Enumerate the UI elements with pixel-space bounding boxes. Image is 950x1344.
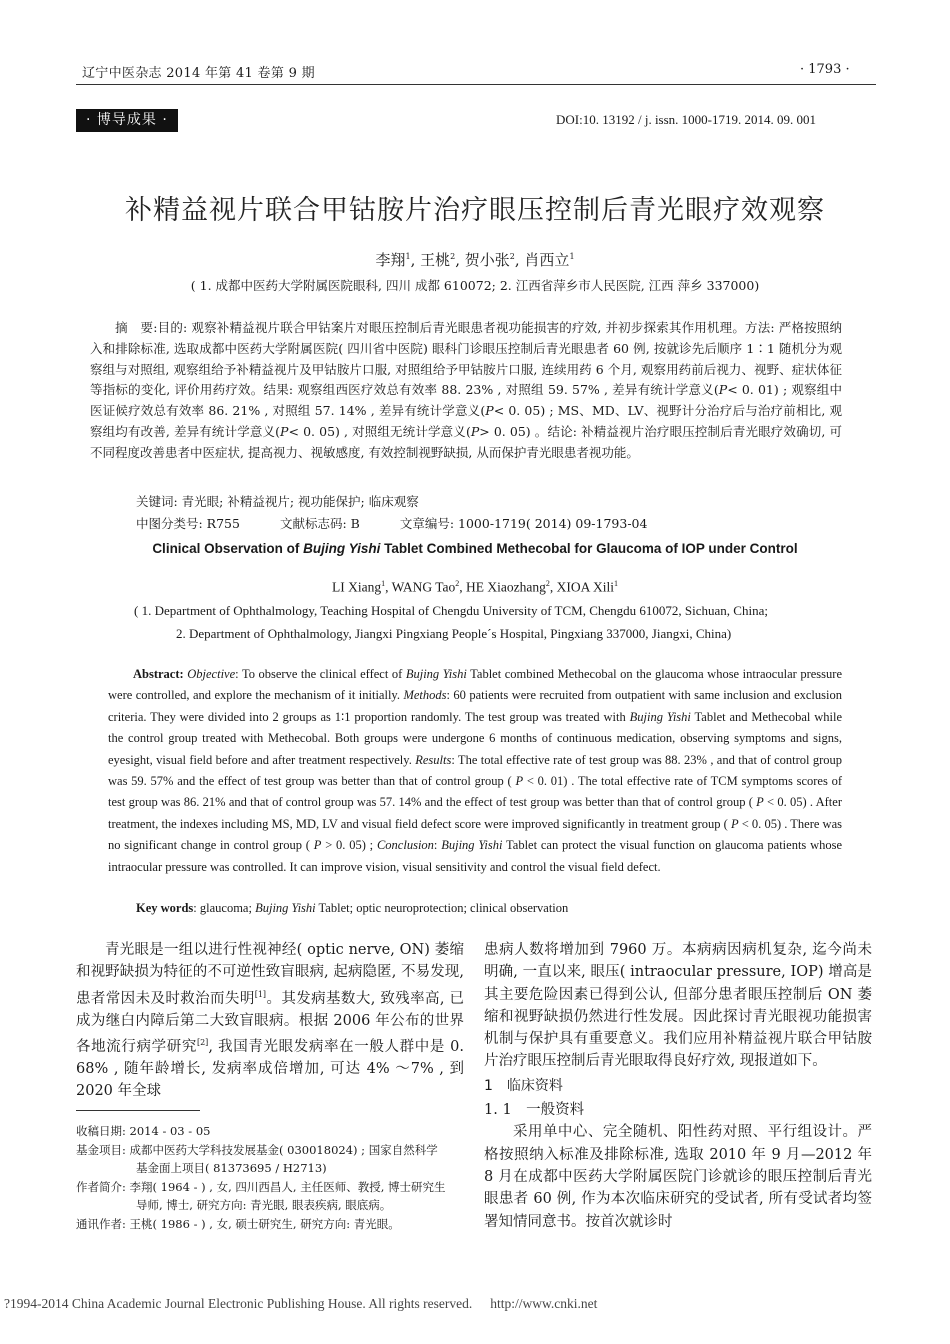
abstract-en-text: < 0. 01) . The total effective rate of TCM symptoms scores of test group was 86. 21% and that of control group was 57. 14% and the effect of test group was better than that of control group ( xyxy=(108,774,843,810)
title-en-part: Tablet Combined Methecobal for Glaucoma of IOP under Control xyxy=(384,541,798,556)
footnote-funding: 基金项目: 成都中医药大学科技发展基金( 030018024) ; 国家自然科学 xyxy=(76,1142,438,1157)
author-name: 王桃 xyxy=(420,251,451,269)
affiliation-en-line-2: 2. Department of Ophthalmology, Jiangxi Pingxiang People´s Hospital, Pingxiang 337000, Jiangxi, China) xyxy=(176,626,732,641)
keywords-en-text: Tablet; optic neuroprotection; clinical observation xyxy=(318,901,569,915)
abstract-en-text: : xyxy=(433,838,438,853)
body-text: 。其发病基数大, 致残率高, 已成为继白内障后第二大致盲眼病。根据 2006 年公布的世界各地流行病学研究 xyxy=(76,990,465,1055)
authors-en: LI Xiang$^1$, WANG Tao$^2$, HE Xiaozhang$^2$, XIOA Xili$^1$ xyxy=(331,579,619,595)
author-name: 贺小张 xyxy=(464,251,510,269)
author-name: HE Xiaozhang xyxy=(466,579,546,595)
abstract-en-text: Tablet combined Methecobal on the glaucoma whose intraocular pressure were controlled, and explore the mechanism of it initially. xyxy=(108,667,842,703)
author-superscript: 2 xyxy=(450,252,456,261)
affiliation-en-line-1: ( 1. Department of Ophthalmology, Teaching Hospital of Chengdu University of TCM, Chengdu 610072, Sichuan, China; xyxy=(134,603,768,618)
p-value-symbol: P xyxy=(730,816,739,831)
footnote-corresponding-author: 通讯作者: 王桃( 1986 - ) , 女, 硕士研究生, 研究方向: 青光眼。 xyxy=(76,1216,400,1231)
abstract-en-text: Tablet and Methecobal while the control group treated with Methecobal. Both groups were undergone 6 months of continuous medication, observing symptoms and signs, eyesight, visual field before and after treatment respectively. xyxy=(108,709,842,767)
author-name: 李翔 xyxy=(375,251,406,269)
footnote-received-date: 收稿日期: 2014 - 03 - 05 xyxy=(76,1124,211,1138)
p-value-symbol: P xyxy=(756,795,764,810)
abstract-en-label: Abstract: xyxy=(133,667,184,681)
keywords-en-label: Key words xyxy=(136,901,194,915)
citation: [1] xyxy=(254,989,267,999)
author-superscript: 2 xyxy=(545,579,550,588)
footnote-author-bio-cont: 导师, 博士, 研究方向: 青光眼, 眼表疾病, 眼底病。 xyxy=(136,1198,392,1213)
abstract-en-text: : To observe the clinical effect of xyxy=(235,667,403,681)
author-superscript: 1 xyxy=(405,252,411,261)
author-superscript: 2 xyxy=(509,252,515,261)
authors-cn: 李翔$^1$, 王桃$^2$, 贺小张$^2$, 肖西立$^1$ xyxy=(375,251,575,269)
abstract-cn xyxy=(90,318,842,464)
title-en-part: Clinical Observation of xyxy=(152,541,300,556)
p-value-symbol: P xyxy=(313,838,322,853)
author-name: WANG Tao xyxy=(391,579,456,595)
abstract-en-text: < 0. 05) . There was no significant change in control group ( xyxy=(108,816,842,853)
drug-name: Bujing Yishi xyxy=(441,838,503,853)
author-superscript: 2 xyxy=(455,579,460,588)
body-paragraph: 采用单中心、完全随机、阳性药对照、平行组设计。严格按照纳入标准及排除标准, 选取 2010 年 9 月—2012 年 8 月在成都中医药大学附属医院门诊就诊的眼压控制后青光眼患者 60 例, 作为本次临床研究的受试者, 所有受试者均签署知情同意书。按首次就诊时 xyxy=(484,1124,872,1230)
document-code: 文献标志码: B xyxy=(279,516,360,531)
copyright-line xyxy=(4,1296,615,1312)
section-label: Conclusion xyxy=(376,838,434,853)
abstract-cn-text: < 0. 05) ; MS、MD、LV、视野计分治疗后与治疗前相比, 观察组均有改善, 差异有统计学意义( xyxy=(90,403,843,439)
section-heading: 1 临床资料 xyxy=(484,1077,563,1094)
author-superscript: 1 xyxy=(381,579,386,588)
copyright-url: http://www.cnki.net xyxy=(490,1296,598,1311)
abstract-cn-text: < 0. 01) ; 观察组中医证候疗效总有效率 86. 21% , 对照组 57. 14% , 差异有统计学意义( xyxy=(90,382,842,419)
body-column-right xyxy=(484,939,872,1233)
footnote-funding-cont: 基金面上项目( 81373695 / H2713) xyxy=(136,1161,327,1176)
title-en-drug-name: Bujing Yishi xyxy=(303,541,381,556)
article-number: 文章编号: 1000-1719( 2014) 09-1793-04 xyxy=(399,516,648,531)
abstract-cn-label: 摘 要: xyxy=(115,320,158,335)
abstract-en-text: : The total effective rate of test group was 88. 23% , and that of control group was 59. 57% and the effect of test group was better than that of control group ( xyxy=(108,752,843,789)
title-cn: 补精益视片联合甲钴胺片治疗眼压控制后青光眼疗效观察 xyxy=(125,195,825,226)
p-value-symbol: P xyxy=(280,423,289,439)
abstract-cn-text: 目的: 观察补精益视片联合甲钴案片对眼压控制后青光眼患者视功能损害的疗效, 并初步探索其作用机理。方法: 严格按照纳入和排除标准, 选取成都中医药大学附属医院( 四川省中医院) 眼科门诊眼压控制后青光眼患者 60 例, 按就诊先后顺序 1∶1 随机分为观察组与对照组, 观察组给予补精益视片及甲钴胺片口服, 对照组给予甲钴胺片口服, 连续用药 6 个月, 观察用药前后视力、视野、症状体征等指标的变化, 评价用药疗效。结果: 观察组西医疗效总有效率 88. 23% , 对照组 59. 57% , 差异有统计学意义( xyxy=(90,320,842,398)
keywords-en xyxy=(136,901,568,916)
clc-number: 中图分类号: R755 xyxy=(136,516,240,531)
body-paragraph: 患病人数将增加到 7960 万。本病病因病机复杂, 迄今尚未明确, 一直以来, 眼压( intraocular pressure, IOP) 增高是其主要危险因素已得到公认, 但部分患者眼压控制后 ON 萎缩和视野缺损仍然进行性发展。因此探讨青光眼视功能损害机制与保护具有重要意义。我们应用补精益视片联合甲钴胺片治疗眼压控制后青光眼取得良好疗效, 现报道如下。 xyxy=(484,942,872,1070)
p-value-symbol: P xyxy=(515,774,524,789)
header-rule xyxy=(76,84,876,85)
p-value-symbol: P xyxy=(470,423,480,439)
drug-name: Bujing Yishi xyxy=(629,709,691,724)
body-text: 青光眼是一组以进行性视神经( optic nerve, ON) 萎缩和视野缺损为特征的不可逆性致盲眼病, 起病隐匿, 不易发现, 患者常因未及时救治而失明 xyxy=(76,942,464,1007)
affiliation-cn: ( 1. 成都中医药大学附属医院眼科, 四川 成都 610072; 2. 江西省萍乡市人民医院, 江西 萍乡 337000) xyxy=(190,278,760,293)
author-superscript: 1 xyxy=(614,579,619,588)
footnote-rule xyxy=(76,1110,200,1111)
body-paragraph xyxy=(76,939,464,1103)
column-tag: · 博导成果 · xyxy=(76,109,178,132)
drug-name: Bujing Yishi xyxy=(405,667,467,681)
footnotes xyxy=(76,1122,466,1234)
author-name: 肖西立 xyxy=(524,251,570,269)
section-label: Methods xyxy=(403,688,447,703)
author-superscript: 1 xyxy=(569,252,575,261)
p-value-symbol: P xyxy=(485,403,494,419)
abstract-en-text: : 60 patients were recruited from outpatient with same inclusion and exclusion criteria. They were divided into 2 groups as 1∶1 proportion randomly. The test group was treated with xyxy=(108,688,842,724)
citation: [2] xyxy=(196,1038,209,1048)
abstract-en-text: < 0. 05) . After treatment, the indexes including MS, MD, LV and visual field defect score were improved significantly in treatment group ( xyxy=(108,795,842,831)
title-en xyxy=(0,541,950,556)
abstract-en-text: Tablet can protect the visual function on glaucoma patients whose intraocular pressure was controlled. It can improve vision, visual sensitivity and control the visual field defect. xyxy=(108,838,843,874)
drug-name: Bujing Yishi xyxy=(255,901,316,915)
subsection-heading: 1. 1 一般资料 xyxy=(484,1102,585,1119)
abstract-cn-text: < 0. 05) , 对照组无统计学意义( xyxy=(288,423,471,439)
section-label: Results xyxy=(415,752,452,767)
abstract-en xyxy=(108,664,842,878)
body-column-left xyxy=(76,939,464,1103)
footnote-author-bio: 作者简介: 李翔( 1964 - ) , 女, 四川西昌人, 主任医师、教授, 博士研究生 xyxy=(76,1179,446,1194)
running-header-page-number: · 1793 · xyxy=(800,62,850,77)
abstract-en-text: > 0. 05) ; xyxy=(325,838,374,853)
keywords-cn: 关键词: 青光眼; 补精益视片; 视功能保护; 临床观察 xyxy=(136,494,419,509)
p-value-symbol: P xyxy=(718,382,728,398)
section-label: Objective xyxy=(187,667,236,681)
keywords-en-text: : glaucoma; xyxy=(193,901,252,915)
author-name: XIOA Xili xyxy=(556,579,615,595)
classification-line xyxy=(136,514,687,532)
running-header-journal: 辽宁中医杂志 2014 年第 41 卷第 9 期 xyxy=(82,66,315,81)
abstract-cn-text: > 0. 05) 。结论: 补精益视片治疗眼压控制后青光眼疗效确切, 可不同程度改善患者中医症状, 提高视力、视敏感度, 有效控制视野缺损, 从而保护青光眼患者视功能。 xyxy=(90,423,842,460)
body-text: , 我国青光眼发病率在一般人群中是 0. 68% , 随年龄增长, 发病率成倍增加, 可达 4% ～7% , 到 2020 年全球 xyxy=(76,1038,465,1100)
author-name: LI Xiang xyxy=(331,579,382,595)
doi: DOI:10. 13192 / j. issn. 1000-1719. 2014. 09. 001 xyxy=(556,112,816,127)
copyright-text: ?1994-2014 China Academic Journal Electronic Publishing House. All rights reserved. xyxy=(4,1296,473,1311)
